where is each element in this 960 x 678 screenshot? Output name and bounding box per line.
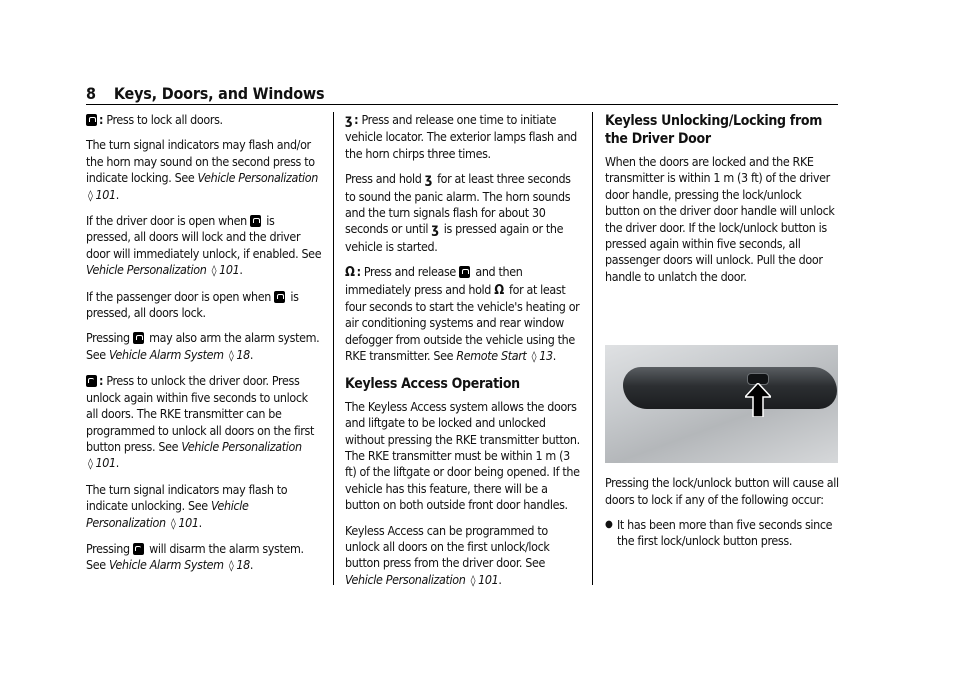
page-reference-arrow-icon: ◊: [88, 188, 93, 202]
link-remote-start[interactable]: Remote Start: [456, 348, 527, 364]
lock-icon: [274, 291, 285, 303]
lock-icon: [459, 266, 470, 278]
para-keyless-unlocking: When the doors are locked and the RKE transmitter is within 1 m (3 ft) of the driver door handle, pressing the lock/unlock button on the driver door handle will unlock the driver door. If the lock/unlock button is pressed again within five seconds, all passenger doors will unlock. Pull the door handle to unlatch the door.: [605, 154, 835, 284]
page-number: 8: [86, 84, 96, 103]
section-title: Keys, Doors, and Windows: [113, 84, 325, 103]
link-vehicle-personalization[interactable]: Vehicle Personalization: [181, 438, 302, 454]
para-unlock: : Press to unlock the driver door. Press unlock again within five seconds to unlock all doors. The RKE transmitter can be programmed to unlock all doors on the first button press. See Vehicle Personalization ◊ 101.: [86, 373, 314, 471]
page-reference-arrow-icon: ◊: [228, 559, 234, 573]
para-lock-conditions: Pressing the lock/unlock button will cause all doors to lock if any of the following occur:: [605, 475, 839, 507]
link-vehicle-personalization[interactable]: Vehicle Personalization: [86, 498, 249, 530]
link-vehicle-personalization[interactable]: Vehicle Personalization: [345, 571, 466, 587]
arrow-up-icon: [745, 383, 771, 417]
remote-start-icon: Ω: [494, 282, 504, 298]
door-handle: [623, 367, 837, 409]
para-panic-alarm: Press and hold ʒ for at least three seconds to sound the panic alarm. The horn sounds and the turn signals flash for about 30 seconds or until ʒ is pressed again or the vehicle is started.: [345, 171, 571, 254]
lock-icon: [86, 114, 97, 126]
para-lock: : Press to lock all doors.: [86, 112, 322, 128]
para-disarm-alarm: Pressing will disarm the alarm system. See Vehicle Alarm System ◊ 18.: [86, 540, 304, 573]
para-keyless-programming: Keyless Access can be programmed to unlock all doors on the first unlock/lock button press from the driver door. See Vehicle Personalization ◊ 101.: [345, 522, 550, 587]
remote-start-icon: Ω: [345, 265, 355, 281]
door-handle-button-arrow-illustration: [605, 345, 838, 463]
lock-icon: [133, 332, 144, 344]
unlock-icon: [133, 543, 144, 555]
heading-keyless-access-operation: Keyless Access Operation: [345, 375, 520, 392]
page-reference-arrow-icon: ◊: [228, 348, 234, 362]
page-reference-arrow-icon: ◊: [170, 516, 176, 530]
column-divider-2: [592, 112, 593, 585]
column-divider-1: [333, 112, 334, 585]
para-unlock-indicators: The turn signal indicators may flash to indicate unlocking. See Vehicle Personalization ◊ 101.: [86, 481, 288, 530]
para-remote-start: Ω : Press and release and then immediately press and hold Ω for at least four seconds to start the vehicle's heating or air conditioning systems and rear window defogger from outside the vehicle using the RKE transmitter. See Remote Start ◊ 13.: [345, 264, 580, 364]
vehicle-locator-icon: ʒ: [431, 222, 439, 238]
page-reference-arrow-icon: ◊: [88, 457, 93, 471]
page-reference-arrow-icon: ◊: [470, 573, 476, 587]
link-vehicle-alarm-system[interactable]: Vehicle Alarm System: [108, 346, 224, 362]
column-1: [86, 112, 322, 584]
column-2: [345, 112, 581, 598]
page-header: [86, 84, 324, 103]
para-arm-alarm: Pressing may also arm the alarm system. See Vehicle Alarm System ◊ 18.: [86, 330, 320, 362]
unlock-icon: [86, 375, 97, 387]
heading-keyless-unlocking-driver-door: Keyless Unlocking/Locking from the Driver Door: [605, 113, 823, 147]
header-rule: [86, 104, 838, 105]
page-reference-arrow-icon: ◊: [211, 264, 217, 278]
para-driver-door-open: If the driver door is open when is pressed, all doors will lock and the driver door will immediately unlock, if enabled. See Vehicle Personalization ◊ 101.: [86, 213, 322, 278]
para-passenger-door-open: If the passenger door is open when is pressed, all doors lock.: [86, 288, 299, 321]
para-lock-indicators: The turn signal indicators may flash and/or the horn may sound on the second press to indicate locking. See Vehicle Personalization ◊ 101.: [86, 137, 318, 202]
list-item: ● It has been more than five seconds since the first lock/unlock button press.: [605, 517, 833, 549]
bullet-icon: ●: [605, 519, 613, 531]
link-vehicle-personalization[interactable]: Vehicle Personalization: [86, 262, 207, 278]
link-vehicle-personalization[interactable]: Vehicle Personalization: [197, 170, 318, 186]
para-vehicle-locator: ʒ : Press and release one time to initiate vehicle locator. The exterior lamps flash and the horn chirps three times.: [345, 112, 577, 161]
para-keyless-access: The Keyless Access system allows the doors and liftgate to be locked and unlocked without pressing the RKE transmitter button. The RKE transmitter must be within 1 m (3 ft) of the liftgate or door being opened. If the vehicle has this feature, there will be a button on both outside front door handles.: [345, 398, 580, 513]
link-vehicle-alarm-system[interactable]: Vehicle Alarm System: [108, 557, 224, 573]
lock-icon: [250, 215, 261, 227]
column-3: [605, 112, 839, 550]
page-reference-arrow-icon: ◊: [531, 350, 537, 364]
vehicle-locator-icon: ʒ: [345, 113, 353, 128]
vehicle-locator-icon: ʒ: [424, 172, 432, 188]
